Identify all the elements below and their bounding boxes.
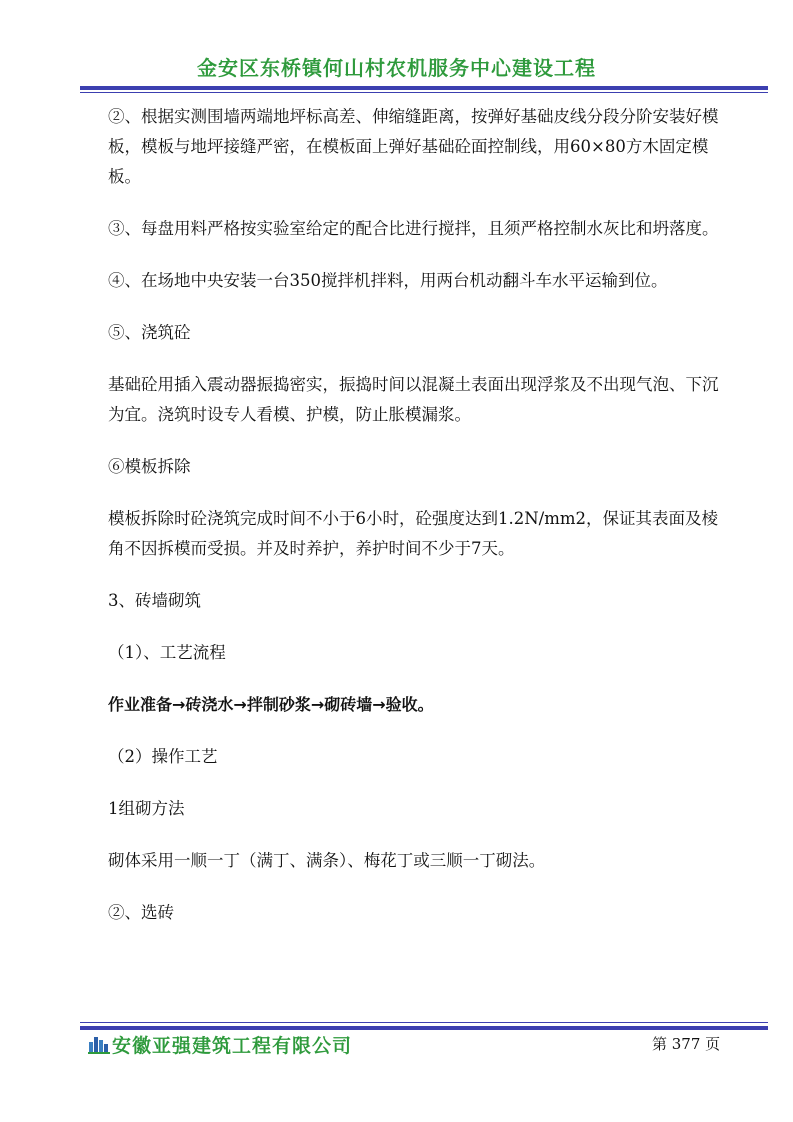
header-title: 金安区东桥镇何山村农机服务中心建设工程 — [197, 56, 596, 80]
header-rule-thin — [80, 92, 768, 93]
paragraph: 基础砼用插入震动器振捣密实，振捣时间以混凝土表面出现浮浆及不出现气泡、下沉为宜。浇筑时设专人看模、护模，防止胀模漏浆。 — [108, 375, 719, 424]
document-body — [108, 102, 730, 950]
paragraph: ⑤、浇筑砼 — [108, 323, 191, 342]
page-number: 第 377 页 — [652, 1035, 721, 1053]
paragraph: ④、在场地中央安装一台350搅拌机拌料，用两台机动翻斗车水平运输到位。 — [108, 271, 668, 290]
paragraph: ③、每盘用料严格按实验室给定的配合比进行搅拌，且须严格控制水灰比和坍落度。 — [108, 219, 719, 238]
paragraph: ②、选砖 — [108, 903, 174, 922]
paragraph: ②、根据实测围墙两端地坪标高差、伸缩缝距离，按弹好基础皮线分段分阶安装好模板，模板与地坪接缝严密，在模板面上弹好基础砼面控制线，用60×80方木固定模板。 — [108, 107, 719, 186]
subsection-heading: （1）、工艺流程 — [108, 643, 226, 662]
header-rule-thick — [80, 86, 768, 90]
paragraph: 1组砌方法 — [108, 799, 185, 818]
paragraph: 砌体采用一顺一丁（满丁、满条）、梅花丁或三顺一丁砌法。 — [108, 851, 546, 870]
subsection-heading: （2）操作工艺 — [108, 747, 218, 766]
footer-company: 安徽亚强建筑工程有限公司 — [112, 1035, 353, 1057]
building-logo-icon — [88, 1034, 110, 1054]
footer-rule-thin — [80, 1022, 768, 1023]
process-flow: 作业准备→砖浇水→拌制砂浆→砌砖墙→验收。 — [108, 695, 434, 714]
section-heading: 3、砖墙砌筑 — [108, 591, 201, 610]
footer-rule-thick — [80, 1026, 768, 1030]
paragraph: 模板拆除时砼浇筑完成时间不小于6小时，砼强度达到1.2N/mm2，保证其表面及棱角不因拆模而受损。并及时养护，养护时间不少于7天。 — [108, 509, 719, 558]
paragraph: ⑥模板拆除 — [108, 457, 191, 476]
